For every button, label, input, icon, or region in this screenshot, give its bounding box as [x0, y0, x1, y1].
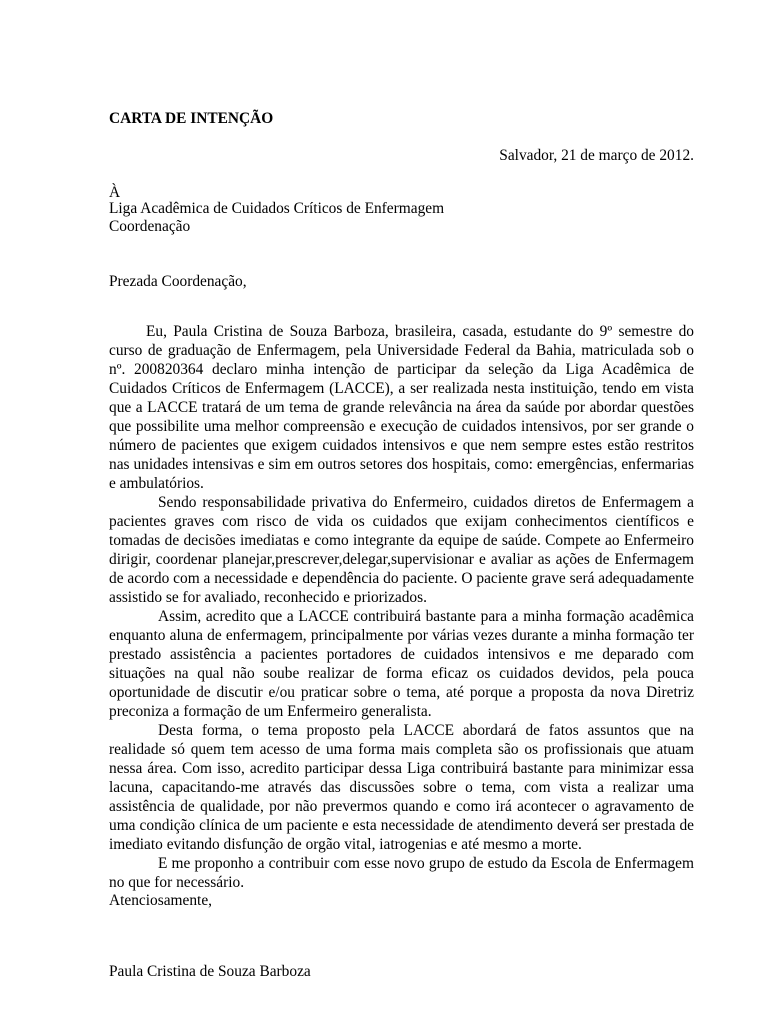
recipient-line-3: Coordenação: [109, 218, 191, 235]
salutation: Prezada Coordenação,: [109, 273, 247, 290]
body-paragraph-1: Eu, Paula Cristina de Souza Barboza, brasileira, casada, estudante do 9º semestre do curso de graduação de Enfermagem, pela Universidade Federal da Bahia, matriculada sob o nº. 200820364 declaro minha intenção de participar da seleção da Liga Acadêmica de Cuidados Críticos de Enfermagem (LACCE), a ser realizada nesta instituição, tendo em vista que a LACCE tratará de um tema de grande relevância na área da saúde por abordar questões que possibilite uma melhor compreensão e execução de cuidados intensivos, por ser grande o número de pacientes que exigem cuidados intensivos e que nem sempre estes estão restritos nas unidades intensivas e sim em outros setores dos hospitais, como: emergências, enfermarias e ambulatórios.: [109, 323, 694, 492]
closing: Atenciosamente,: [109, 892, 212, 909]
body-paragraph-3: Assim, acredito que a LACCE contribuirá bastante para a minha formação acadêmica enquanto aluna de enfermagem, principalmente por várias vezes durante a minha formação ter prestado assistência a pacientes portadores de cuidados intensivos e me deparado com situações na qual não soube realizar de forma eficaz os cuidados devidos, pela pouca oportunidade de discutir e/ou praticar sobre o tema, até porque a proposta da nova Diretriz preconiza a formação de um Enfermeiro generalista.: [109, 608, 694, 720]
place-date: Salvador, 21 de março de 2012.: [499, 147, 694, 164]
signature-name: Paula Cristina de Souza Barboza: [109, 963, 311, 980]
recipient-line-2: Liga Acadêmica de Cuidados Críticos de Enfermagem: [109, 200, 445, 217]
recipient-line-1: À: [109, 184, 121, 201]
letter-title: CARTA DE INTENÇÃO: [109, 110, 274, 127]
body-paragraph-4: Desta forma, o tema proposto pela LACCE abordará de fatos assuntos que na realidade só quem tem acesso de uma forma mais completa são os profissionais que atuam nessa área. Com isso, acredito participar dessa Liga contribuirá bastante para minimizar essa lacuna, capacitando-me através das discussões sobre o tema, com vista a realizar uma assistência de qualidade, por não prevermos quando e como irá acontecer o agravamento de uma condição clínica de um paciente e esta necessidade de atendimento deverá ser prestada de imediato evitando disfunção de orgão vital, iatrogenias e até mesmo a morte.: [109, 722, 694, 853]
letter-body: [109, 322, 694, 892]
body-paragraph-5: E me proponho a contribuir com esse novo grupo de estudo da Escola de Enfermagem no que for necessário.: [109, 855, 694, 891]
body-paragraph-2: Sendo responsabilidade privativa do Enfermeiro, cuidados diretos de Enfermagem a pacientes graves com risco de vida os cuidados que exijam conhecimentos científicos e tomadas de decisões imediatas e como integrante da equipe de saúde. Compete ao Enfermeiro dirigir, coordenar planejar,prescrever,delegar,supervisionar e avaliar as ações de Enfermagem de acordo com a necessidade e dependência do paciente. O paciente grave será adequadamente assistido se for avaliado, reconhecido e priorizados.: [109, 494, 694, 606]
